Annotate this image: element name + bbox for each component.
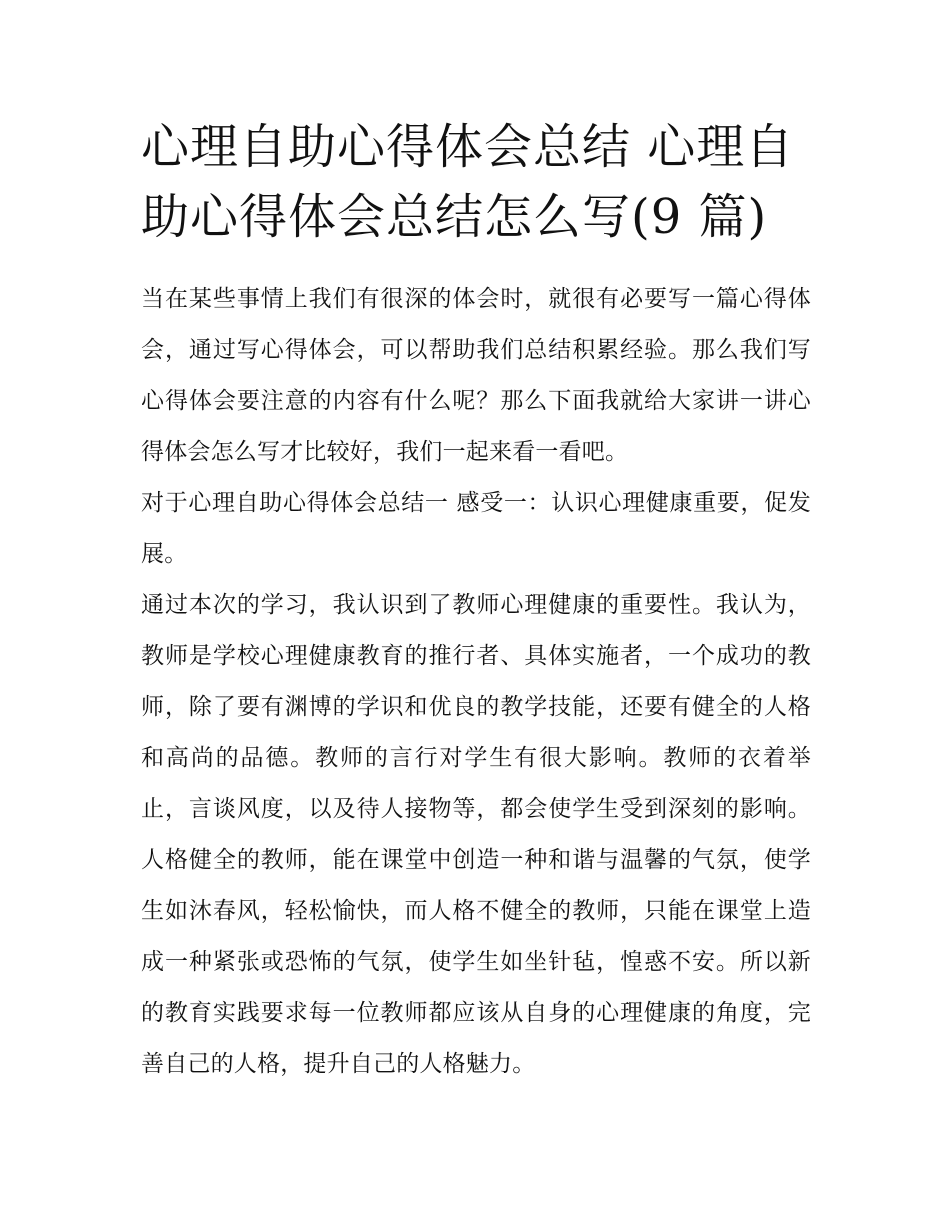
document-title: 心理自助心得体会总结 心理自助心得体会总结怎么写(9 篇) [141, 119, 795, 245]
intro-paragraph: 当在某些事情上我们有很深的体会时，就很有必要写一篇心得体会，通过写心得体会，可以帮助我们总结积累经验。那么我们写心得体会要注意的内容有什么呢？那么下面我就给大家讲一讲心得体会怎么写才比较好，我们一起来看一看吧。 [141, 286, 811, 465]
body-paragraph: 通过本次的学习，我认识到了教师心理健康的重要性。我认为，教师是学校心理健康教育的推行者、具体实施者，一个成功的教师，除了要有渊博的学识和优良的教学技能，还要有健全的人格和高尚的品德。教师的言行对学生有很大影响。教师的衣着举止，言谈风度，以及待人接物等，都会使学生受到深刻的影响。人格健全的教师，能在课堂中创造一种和谐与温馨的气氛，使学生如沐春风，轻松愉快，而人格不健全的教师，只能在课堂上造成一种紧张或恐怖的气氛，使学生如坐针毡，惶惑不安。所以新的教育实践要求每一位教师都应该从自身的心理健康的角度，完善自己的人格，提升自己的人格魅力。 [141, 592, 811, 1077]
document-page [141, 112, 811, 1090]
section-heading-paragraph: 对于心理自助心得体会总结一 感受一：认识心理健康重要，促发展。 [141, 490, 811, 567]
